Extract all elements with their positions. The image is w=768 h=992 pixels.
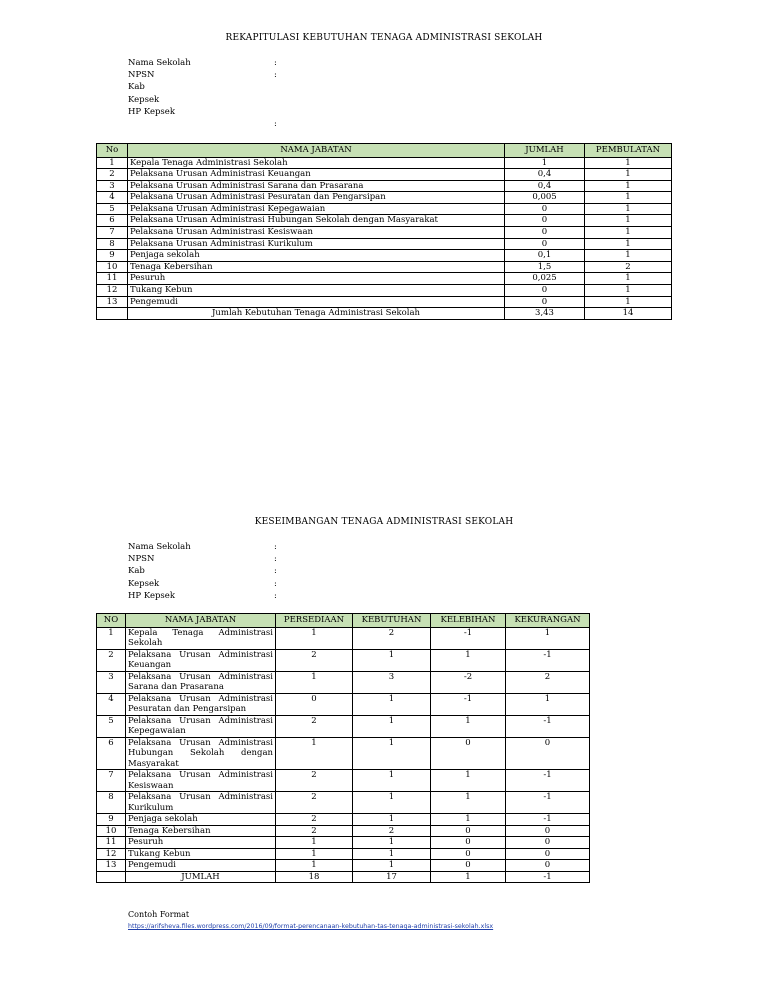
cell-kebutuhan: 3 xyxy=(353,671,431,693)
cell-kekurangan: -1 xyxy=(506,792,590,814)
table-row xyxy=(97,737,590,770)
total-persediaan: 18 xyxy=(276,871,353,883)
info-label: Nama Sekolah xyxy=(128,542,191,552)
table-row xyxy=(97,770,590,792)
cell-nama-jabatan: Pelaksana Urusan Administrasi Kepegawaian xyxy=(128,203,505,215)
cell-kelebihan: -1 xyxy=(431,627,506,649)
total-kekurangan: -1 xyxy=(506,871,590,883)
cell-kelebihan: 0 xyxy=(431,848,506,860)
cell-kebutuhan: 1 xyxy=(353,693,431,715)
cell-no: 13 xyxy=(97,296,128,308)
cell-nama-jabatan: Pelaksana Urusan Administrasi Sarana dan Prasarana xyxy=(126,671,276,693)
cell-kebutuhan: 1 xyxy=(353,837,431,849)
cell-nama-jabatan: Kepala Tenaga Administrasi Sekolah xyxy=(126,627,276,649)
info-colon: : xyxy=(274,566,277,577)
cell-no: 7 xyxy=(97,770,126,792)
cell-no: 5 xyxy=(97,203,128,215)
cell-empty xyxy=(97,871,126,883)
cell-kekurangan: -1 xyxy=(506,715,590,737)
cell-kekurangan: 2 xyxy=(506,671,590,693)
table-row xyxy=(97,215,672,227)
info-row xyxy=(128,106,191,118)
info-row xyxy=(128,57,277,69)
info-colon: : xyxy=(274,554,277,565)
table-row xyxy=(97,627,590,649)
cell-no: 1 xyxy=(97,157,128,169)
cell-nama-jabatan: Tukang Kebun xyxy=(126,848,276,860)
cell-pembulatan: 1 xyxy=(585,169,672,181)
cell-kekurangan: -1 xyxy=(506,649,590,671)
cell-no: 10 xyxy=(97,261,128,273)
cell-kekurangan: 0 xyxy=(506,860,590,872)
cell-kekurangan: -1 xyxy=(506,814,590,826)
table-row xyxy=(97,649,590,671)
cell-pembulatan: 1 xyxy=(585,273,672,285)
cell-kelebihan: 1 xyxy=(431,814,506,826)
info-colon: : xyxy=(274,542,277,552)
cell-pembulatan: 1 xyxy=(585,215,672,227)
cell-pembulatan: 1 xyxy=(585,238,672,250)
info-colon: : xyxy=(274,58,277,68)
cell-kelebihan: -1 xyxy=(431,693,506,715)
cell-nama-jabatan: Pelaksana Urusan Administrasi Kurikulum xyxy=(126,792,276,814)
cell-kelebihan: 0 xyxy=(431,825,506,837)
info-colon: : xyxy=(274,578,277,589)
cell-pembulatan: 1 xyxy=(585,203,672,215)
cell-nama-jabatan: Pelaksana Urusan Administrasi Keuangan xyxy=(126,649,276,671)
cell-jumlah: 0 xyxy=(505,215,585,227)
cell-pembulatan: 1 xyxy=(585,192,672,204)
cell-jumlah: 0 xyxy=(505,203,585,215)
cell-nama-jabatan: Pesuruh xyxy=(126,837,276,849)
cell-kelebihan: 0 xyxy=(431,860,506,872)
cell-jumlah: 0 xyxy=(505,296,585,308)
table-row xyxy=(97,792,590,814)
table-row xyxy=(97,693,590,715)
table-row xyxy=(97,825,590,837)
cell-pembulatan: 1 xyxy=(585,227,672,239)
info-label: NPSN xyxy=(128,554,155,565)
cell-jumlah: 0,005 xyxy=(505,192,585,204)
cell-pembulatan: 1 xyxy=(585,285,672,297)
info-label: Nama Sekolah xyxy=(128,58,191,68)
cell-no: 12 xyxy=(97,285,128,297)
cell-no: 9 xyxy=(97,814,126,826)
total-label: Jumlah Kebutuhan Tenaga Administrasi Sekolah xyxy=(128,308,505,320)
cell-nama-jabatan: Pengemudi xyxy=(128,296,505,308)
cell-kekurangan: 1 xyxy=(506,627,590,649)
cell-persediaan: 2 xyxy=(276,814,353,826)
cell-no: 13 xyxy=(97,860,126,872)
info-row xyxy=(128,81,191,93)
info-row xyxy=(128,94,191,106)
cell-no: 4 xyxy=(97,192,128,204)
cell-kekurangan: 0 xyxy=(506,848,590,860)
col-header-no: NO xyxy=(97,614,126,628)
cell-no: 4 xyxy=(97,693,126,715)
cell-kelebihan: 1 xyxy=(431,715,506,737)
cell-jumlah: 0,1 xyxy=(505,250,585,262)
recap-title: REKAPITULASI KEBUTUHAN TENAGA ADMINISTRASI SEKOLAH xyxy=(225,33,543,43)
cell-jumlah: 0,4 xyxy=(505,169,585,181)
col-header-nama-jabatan: NAMA JABATAN xyxy=(128,144,505,158)
cell-persediaan: 2 xyxy=(276,770,353,792)
cell-kebutuhan: 2 xyxy=(353,825,431,837)
table-row xyxy=(97,192,672,204)
table-row xyxy=(97,250,672,262)
cell-no: 11 xyxy=(97,837,126,849)
info-row xyxy=(128,590,277,602)
table-row xyxy=(97,715,590,737)
table-row xyxy=(97,296,672,308)
cell-persediaan: 2 xyxy=(276,825,353,837)
cell-kelebihan: 1 xyxy=(431,770,506,792)
col-header-no: No xyxy=(97,144,128,158)
cell-persediaan: 1 xyxy=(276,671,353,693)
table-row xyxy=(97,169,672,181)
cell-nama-jabatan: Pelaksana Urusan Administrasi Hubungan Sekolah dengan Masyarakat xyxy=(128,215,505,227)
table-row xyxy=(97,203,672,215)
total-row xyxy=(97,871,590,883)
col-header-kebutuhan: KEBUTUHAN xyxy=(353,614,431,628)
cell-persediaan: 1 xyxy=(276,837,353,849)
cell-jumlah: 0,4 xyxy=(505,180,585,192)
table-row xyxy=(97,180,672,192)
info-label: Kepsek xyxy=(128,94,160,105)
cell-persediaan: 0 xyxy=(276,693,353,715)
cell-jumlah: 0 xyxy=(505,227,585,239)
table-row xyxy=(97,814,590,826)
cell-no: 3 xyxy=(97,671,126,693)
cell-nama-jabatan: Kepala Tenaga Administrasi Sekolah xyxy=(128,157,505,169)
cell-kelebihan: 1 xyxy=(431,649,506,671)
cell-kekurangan: 1 xyxy=(506,693,590,715)
table-row xyxy=(97,848,590,860)
cell-kebutuhan: 1 xyxy=(353,860,431,872)
cell-kelebihan: 0 xyxy=(431,837,506,849)
cell-kekurangan: 0 xyxy=(506,825,590,837)
cell-nama-jabatan: Pelaksana Urusan Administrasi Sarana dan Prasarana xyxy=(128,180,505,192)
cell-nama-jabatan: Penjaga sekolah xyxy=(128,250,505,262)
cell-kebutuhan: 2 xyxy=(353,627,431,649)
cell-persediaan: 1 xyxy=(276,737,353,770)
cell-nama-jabatan: Tukang Kebun xyxy=(128,285,505,297)
info-label: NPSN xyxy=(128,70,155,81)
cell-kebutuhan: 1 xyxy=(353,770,431,792)
table-header-row xyxy=(97,144,672,158)
cell-kelebihan: -2 xyxy=(431,671,506,693)
cell-kebutuhan: 1 xyxy=(353,814,431,826)
cell-no: 3 xyxy=(97,180,128,192)
info-colon: : xyxy=(274,590,277,601)
cell-kebutuhan: 1 xyxy=(353,649,431,671)
cell-persediaan: 1 xyxy=(276,627,353,649)
cell-jumlah: 1,5 xyxy=(505,261,585,273)
cell-no: 8 xyxy=(97,792,126,814)
cell-jumlah: 0 xyxy=(505,238,585,250)
cell-nama-jabatan: Pelaksana Urusan Administrasi Pesuratan dan Pengarsipan xyxy=(128,192,505,204)
cell-nama-jabatan: Tenaga Kebersihan xyxy=(128,261,505,273)
cell-empty xyxy=(97,308,128,320)
cell-no: 9 xyxy=(97,250,128,262)
cell-kekurangan: -1 xyxy=(506,770,590,792)
info-row xyxy=(128,541,277,553)
table-row xyxy=(97,671,590,693)
cell-jumlah: 1 xyxy=(505,157,585,169)
table-row xyxy=(97,285,672,297)
cell-nama-jabatan: Pelaksana Urusan Administrasi Kepegawaian xyxy=(126,715,276,737)
cell-no: 8 xyxy=(97,238,128,250)
cell-kelebihan: 0 xyxy=(431,737,506,770)
cell-nama-jabatan: Pelaksana Urusan Administrasi Hubungan Sekolah dengan Masyarakat xyxy=(126,737,276,770)
col-header-kelebihan: KELEBIHAN xyxy=(431,614,506,628)
col-header-persediaan: PERSEDIAAN xyxy=(276,614,353,628)
cell-kelebihan: 1 xyxy=(431,792,506,814)
cell-pembulatan: 2 xyxy=(585,261,672,273)
cell-nama-jabatan: Pengemudi xyxy=(126,860,276,872)
cell-pembulatan: 1 xyxy=(585,296,672,308)
col-header-pembulatan: PEMBULATAN xyxy=(585,144,672,158)
cell-nama-jabatan: Pelaksana Urusan Administrasi Kesiswaan xyxy=(128,227,505,239)
cell-nama-jabatan: Pelaksana Urusan Administrasi Keuangan xyxy=(128,169,505,181)
info-label: HP Kepsek xyxy=(128,590,175,601)
cell-no: 10 xyxy=(97,825,126,837)
balance-title: KESEIMBANGAN TENAGA ADMINISTRASI SEKOLAH xyxy=(254,517,514,527)
cell-jumlah: 0,025 xyxy=(505,273,585,285)
balance-table xyxy=(96,613,590,883)
info-row xyxy=(128,118,277,130)
school-info-block xyxy=(128,57,277,130)
table-row xyxy=(97,860,590,872)
cell-nama-jabatan: Tenaga Kebersihan xyxy=(126,825,276,837)
recap-table xyxy=(96,143,672,320)
info-row xyxy=(128,565,277,577)
cell-jumlah: 0 xyxy=(505,285,585,297)
cell-no: 6 xyxy=(97,737,126,770)
total-jumlah: 3,43 xyxy=(505,308,585,320)
table-header-row xyxy=(97,614,590,628)
col-header-nama-jabatan: NAMA JABATAN xyxy=(126,614,276,628)
total-label: JUMLAH xyxy=(126,871,276,883)
cell-no: 11 xyxy=(97,273,128,285)
example-format-link[interactable]: https://arifsheva.files.wordpress.com/2016/09/format-perencanaan-kebutuhan-tas-tenaga-administrasi-sekolah.xlsx xyxy=(128,923,494,930)
cell-persediaan: 2 xyxy=(276,715,353,737)
info-row xyxy=(128,69,277,81)
total-row xyxy=(97,308,672,320)
cell-kekurangan: 0 xyxy=(506,837,590,849)
cell-persediaan: 1 xyxy=(276,860,353,872)
table-row xyxy=(97,227,672,239)
school-info-block-2 xyxy=(128,541,277,602)
col-header-jumlah: JUMLAH xyxy=(505,144,585,158)
info-colon: : xyxy=(274,70,277,81)
cell-kebutuhan: 1 xyxy=(353,848,431,860)
cell-no: 1 xyxy=(97,627,126,649)
cell-no: 2 xyxy=(97,649,126,671)
table-row xyxy=(97,273,672,285)
info-label: Kepsek xyxy=(128,578,160,589)
table-row xyxy=(97,261,672,273)
info-colon: : xyxy=(274,118,277,129)
cell-no: 2 xyxy=(97,169,128,181)
info-row xyxy=(128,578,277,590)
table-row xyxy=(97,157,672,169)
total-kebutuhan: 17 xyxy=(353,871,431,883)
info-label: Kab xyxy=(128,82,145,93)
cell-no: 5 xyxy=(97,715,126,737)
info-label: HP Kepsek xyxy=(128,106,175,117)
total-kelebihan: 1 xyxy=(431,871,506,883)
cell-pembulatan: 1 xyxy=(585,157,672,169)
cell-persediaan: 2 xyxy=(276,649,353,671)
cell-no: 6 xyxy=(97,215,128,227)
table-row xyxy=(97,837,590,849)
cell-kebutuhan: 1 xyxy=(353,737,431,770)
total-pembulatan: 14 xyxy=(585,308,672,320)
cell-pembulatan: 1 xyxy=(585,250,672,262)
cell-nama-jabatan: Pelaksana Urusan Administrasi Kesiswaan xyxy=(126,770,276,792)
cell-nama-jabatan: Pelaksana Urusan Administrasi Pesuratan dan Pengarsipan xyxy=(126,693,276,715)
cell-kebutuhan: 1 xyxy=(353,792,431,814)
cell-persediaan: 1 xyxy=(276,848,353,860)
cell-no: 12 xyxy=(97,848,126,860)
col-header-kekurangan: KEKURANGAN xyxy=(506,614,590,628)
cell-nama-jabatan: Pesuruh xyxy=(128,273,505,285)
cell-pembulatan: 1 xyxy=(585,180,672,192)
cell-nama-jabatan: Pelaksana Urusan Administrasi Kurikulum xyxy=(128,238,505,250)
cell-no: 7 xyxy=(97,227,128,239)
table-row xyxy=(97,238,672,250)
cell-kebutuhan: 1 xyxy=(353,715,431,737)
info-label: Kab xyxy=(128,566,145,577)
info-row xyxy=(128,553,277,565)
footer-label: Contoh Format xyxy=(128,910,190,919)
cell-persediaan: 2 xyxy=(276,792,353,814)
cell-nama-jabatan: Penjaga sekolah xyxy=(126,814,276,826)
cell-kekurangan: 0 xyxy=(506,737,590,770)
